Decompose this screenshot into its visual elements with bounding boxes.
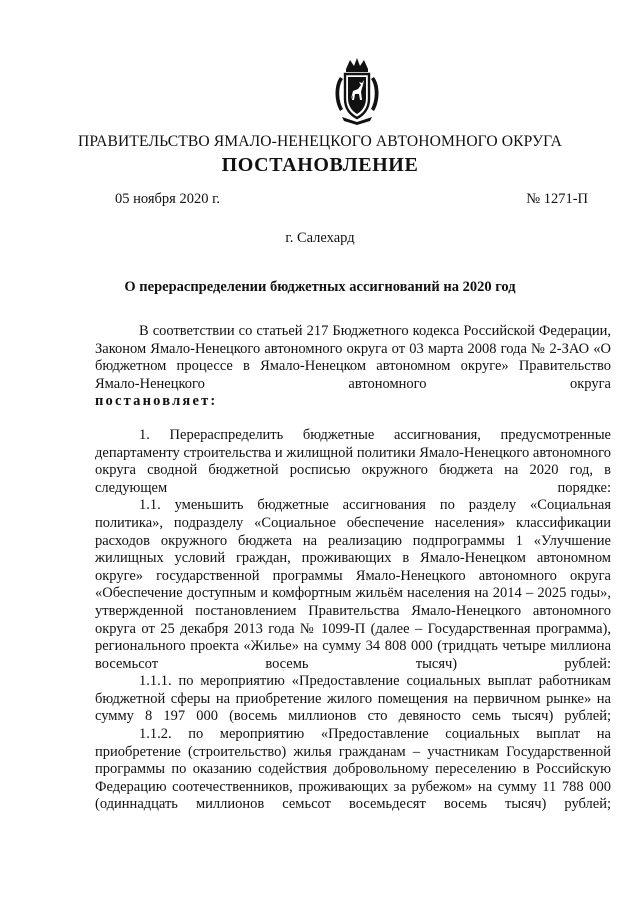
document-number: № 1271-П xyxy=(526,191,588,207)
item-paragraph: 1.1.2. по мероприятию «Предоставление социальных выплат на приобретение (строительство) жилья гражданам – участникам Государственной программы по оказанию содействия добровольному переселению в Российскую Федерацию соотечественников, проживающих за рубежом» на сумму 11 788 000 (одиннадцать миллионов семьсот восемьдесят восемь тысяч) рублей; xyxy=(95,726,611,813)
preamble-paragraph: В соответствии со статьей 217 Бюджетного кодекса Российской Федерации, Законом Ямало-Ненецкого автономного округа от 03 марта 2008 года № 2-ЗАО «О бюджетном процессе в Ямало-Ненецком автономном округе» Правительство Ямало-Ненецкого автономного округа xyxy=(95,323,611,392)
item-paragraph: 1. Перераспределить бюджетные ассигнования, предусмотренные департаменту строительства и жилищной политики Ямало-Ненецкого автономного округа сводной бюджетной росписью окружного бюджета на 2020 год, в следующем порядке: xyxy=(95,426,611,496)
issue-city: г. Салехард xyxy=(285,230,355,246)
document-body xyxy=(95,323,611,814)
document-subject: О перераспределении бюджетных ассигнований на 2020 год xyxy=(124,279,516,295)
item-paragraph: 1.1. уменьшить бюджетные ассигнования по разделу «Социальная политика», подразделу «Социальное обеспечение населения» классификации расходов окружного бюджета на реализацию подпрограммы 1 «Улучшение жилищных условий граждан, проживающих в Ямало-Ненецком автономном округе» государственной программы Ямало-Ненецкого автономного округа «Обеспечение доступным и комфортным жильём населения на 2014 – 2025 годы», утвержденной постановлением Правительства Ямало-Ненецкого автономного округа от 25 декабря 2013 года № 1099-П (далее – Государственная программа), регионального проекта «Жилье» на сумму 34 808 000 (тридцать четыре миллиона восемьсот восемь тысяч) рублей: xyxy=(95,497,611,672)
item-paragraph: 1.1.1. по мероприятию «Предоставление социальных выплат работникам бюджетной сферы на приобретение жилого помещения на первичном рынке» на сумму 8 197 000 (восемь миллионов сто девяносто семь тысяч) рублей; xyxy=(95,673,611,725)
government-name: ПРАВИТЕЛЬСТВО ЯМАЛО-НЕНЕЦКОГО АВТОНОМНОГО ОКРУГА xyxy=(78,133,562,150)
coat-of-arms-icon xyxy=(328,55,386,127)
document-date: 05 ноября 2020 г. xyxy=(115,191,221,207)
document-type: ПОСТАНОВЛЕНИЕ xyxy=(221,154,419,176)
decides-keyword: постановляет: xyxy=(95,393,218,410)
